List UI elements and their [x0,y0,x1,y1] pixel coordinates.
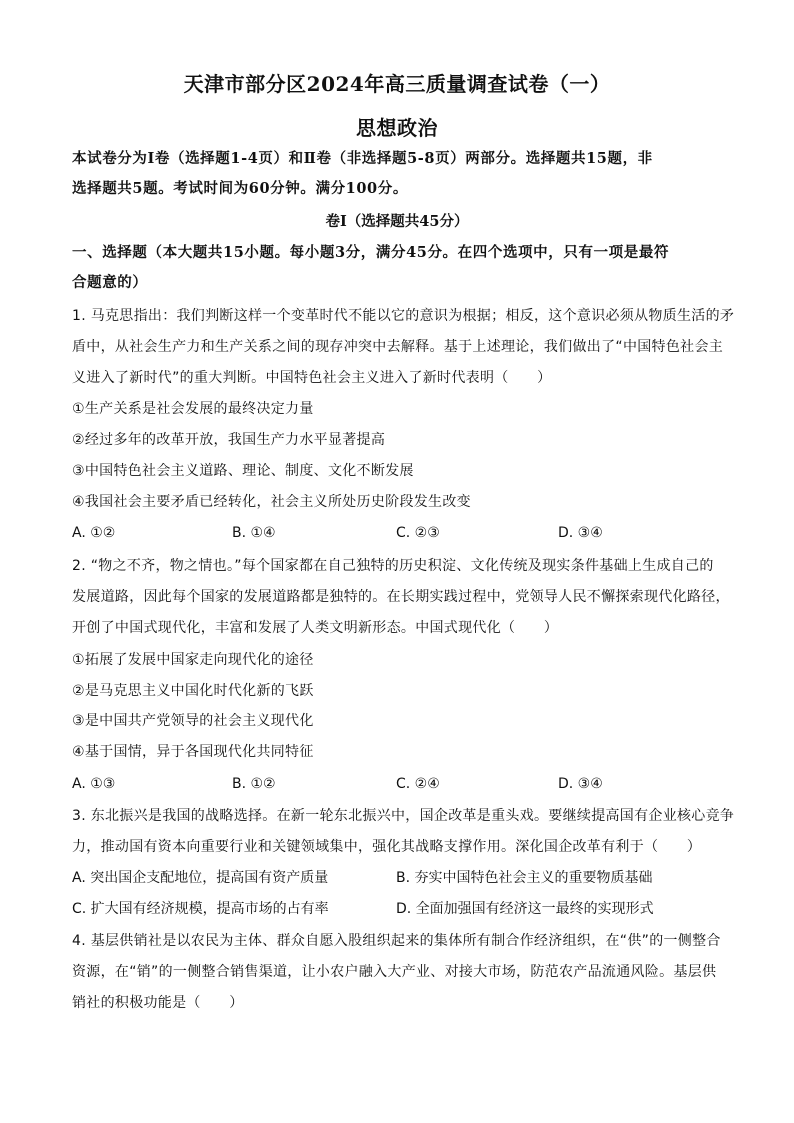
q2-option-d: D. ③④ [558,776,603,792]
volume-title: 卷Ⅰ（选择题共45分） [325,213,469,230]
q3-option-c: C. 扩大国有经济规模，提高市场的占有率 [72,901,329,917]
q2-item-2: ②是马克思主义中国化时代化新的飞跃 [72,683,314,699]
q2-stem-line-2: 发展道路，因此每个国家的发展道路都是独特的。在长期实践过程中，党领导人民不懈探索现代化路径， [72,589,730,605]
q1-option-a: A. ①② [72,525,116,541]
q3-stem-line-1: 3. 东北振兴是我国的战略选择。在新一轮东北振兴中，国企改革是重头戏。要继续提高国有企业核心竞争 [72,808,735,824]
q1-stem-line-2: 盾中，从社会生产力和生产关系之间的现存冲突中去解释。基于上述理论，我们做出了“中国特色社会主 [72,339,724,355]
q3-stem-line-2: 力，推动国有资本向重要行业和关键领域集中，强化其战略支撑作用。深化国企改革有利于（ ） [72,839,702,855]
q1-stem-line-1: 1. 马克思指出：我们判断这样一个变革时代不能以它的意识为根据；相反，这个意识必须从物质生活的矛 [72,308,735,324]
q1-option-b: B. ①④ [232,525,276,541]
q3-option-b: B. 夯实中国特色社会主义的重要物质基础 [396,870,653,886]
q3-option-d: D. 全面加强国有经济这一最终的实现形式 [396,901,654,917]
exam-intro [72,144,724,204]
q2-item-4: ④基于国情，异于各国现代化共同特征 [72,744,314,760]
q4-stem-line-2: 资源，在“销”的一侧整合销售渠道，让小农户融入大产业、对接大市场，防范农产品流通风险。基层供 [72,964,717,980]
q1-stem-line-3: 义进入了新时代”的重大判断。中国特色社会主义进入了新时代表明（ ） [72,370,552,386]
q4-stem-line-1: 4. 基层供销社是以农民为主体、群众自愿入股组织起来的集体所有制合作经济组织，在“供”的一侧整合 [72,933,721,949]
q1-option-c: C. ②③ [396,525,440,541]
exam-title: 天津市部分区2024年高三质量调查试卷（一） [183,72,611,96]
section-heading-line-1: 一、选择题（本大题共15小题。每小题3分，满分45分。在四个选项中，只有一项是最符 [72,244,670,261]
q1-item-1: ①生产关系是社会发展的最终决定力量 [72,401,314,417]
intro-line-1: 本试卷分为Ⅰ卷（选择题1-4页）和Ⅱ卷（非选择题5-8页）两部分。选择题共15题，非 [72,150,653,167]
q1-item-3: ③中国特色社会主义道路、理论、制度、文化不断发展 [72,463,414,479]
q2-option-b: B. ①② [232,776,276,792]
q2-option-c: C. ②④ [396,776,440,792]
q2-item-3: ③是中国共产党领导的社会主义现代化 [72,713,314,729]
section-heading-line-2: 合题意的） [72,274,148,291]
intro-line-2: 选择题共5题。考试时间为60分钟。满分100分。 [72,180,408,197]
section-heading [72,238,724,298]
q2-stem-line-3: 开创了中国式现代化，丰富和发展了人类文明新形态。中国式现代化（ ） [72,620,559,636]
q3-option-a: A. 突出国企支配地位，提高国有资产质量 [72,870,329,886]
subject-title: 思想政治 [356,116,438,140]
q1-option-d: D. ③④ [558,525,603,541]
q4-stem-line-3: 销社的积极功能是（ ） [72,995,244,1011]
q1-item-4: ④我国社会主要矛盾已经转化，社会主义所处历史阶段发生改变 [72,494,471,510]
q2-item-1: ①拓展了发展中国家走向现代化的途径 [72,652,314,668]
q1-item-2: ②经过多年的改革开放，我国生产力水平显著提高 [72,432,386,448]
q2-stem-line-1: 2. “物之不齐，物之情也。”每个国家都在自己独特的历史积淀、文化传统及现实条件基础上生成自己的 [72,558,714,574]
q2-option-a: A. ①③ [72,776,116,792]
